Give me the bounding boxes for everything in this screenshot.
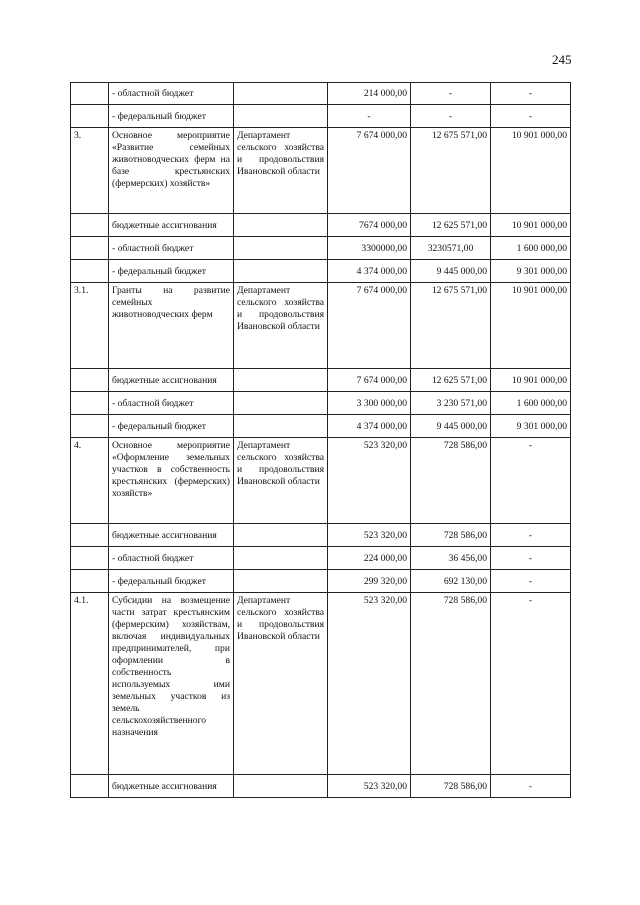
table-row — [71, 547, 571, 570]
cell-amount-3: - — [491, 83, 571, 105]
table-row — [71, 260, 571, 283]
cell-name: - областной бюджет — [109, 392, 234, 415]
cell-amount-1: 523 320,00 — [328, 438, 411, 524]
cell-number — [71, 83, 109, 105]
cell-amount-2: - — [411, 105, 491, 128]
cell-amount-2: - — [411, 83, 491, 105]
cell-executor — [234, 392, 328, 415]
cell-amount-3: - — [491, 524, 571, 547]
cell-amount-3: 10 901 000,00 — [491, 128, 571, 214]
table-row — [71, 83, 571, 105]
cell-executor — [234, 524, 328, 547]
cell-executor: Департамент сельского хозяйства и продовольствия Ивановской области — [234, 593, 328, 775]
cell-name: - федеральный бюджет — [109, 570, 234, 593]
cell-amount-2: 728 586,00 — [411, 593, 491, 775]
cell-number — [71, 570, 109, 593]
cell-number — [71, 392, 109, 415]
table-row — [71, 392, 571, 415]
table-row — [71, 438, 571, 524]
cell-name: - федеральный бюджет — [109, 260, 234, 283]
cell-executor — [234, 214, 328, 237]
cell-name: бюджетные ассигнования — [109, 214, 234, 237]
table-row — [71, 415, 571, 438]
cell-amount-2: 728 586,00 — [411, 524, 491, 547]
cell-executor — [234, 369, 328, 392]
cell-number: 3.1. — [71, 283, 109, 369]
cell-amount-2: 9 445 000,00 — [411, 260, 491, 283]
cell-amount-1: 523 320,00 — [328, 593, 411, 775]
cell-executor — [234, 570, 328, 593]
cell-name: - федеральный бюджет — [109, 415, 234, 438]
cell-amount-3: - — [491, 547, 571, 570]
table-row — [71, 524, 571, 547]
cell-amount-1: - — [328, 105, 411, 128]
cell-name: бюджетные ассигнования — [109, 775, 234, 798]
cell-executor — [234, 547, 328, 570]
cell-amount-2: 728 586,00 — [411, 775, 491, 798]
cell-number — [71, 369, 109, 392]
cell-amount-2: 692 130,00 — [411, 570, 491, 593]
cell-name: Основное мероприятие «Оформление земельных участков в собственность крестьянских (фермерских) хозяйств» — [109, 438, 234, 524]
cell-number — [71, 105, 109, 128]
cell-amount-1: 7674 000,00 — [328, 214, 411, 237]
cell-name: - областной бюджет — [109, 83, 234, 105]
table-row — [71, 105, 571, 128]
cell-name: Основное мероприятие «Развитие семейных животноводческих ферм на базе крестьянских (фермерских) хозяйств» — [109, 128, 234, 214]
cell-amount-3: - — [491, 775, 571, 798]
cell-amount-2: 12 625 571,00 — [411, 369, 491, 392]
budget-table — [70, 82, 571, 798]
cell-name: Субсидии на возмещение части затрат крестьянским (фермерским) хозяйствам, включая индивидуальных предпринимателей, при оформлении в собственность используемых ими земельных участков из земель сельскохозяйственного назначения — [109, 593, 234, 775]
cell-amount-3: 10 901 000,00 — [491, 214, 571, 237]
cell-executor — [234, 237, 328, 260]
cell-number — [71, 415, 109, 438]
cell-amount-2: 12 625 571,00 — [411, 214, 491, 237]
table-row — [71, 128, 571, 214]
cell-number — [71, 214, 109, 237]
table-row — [71, 369, 571, 392]
cell-amount-1: 4 374 000,00 — [328, 260, 411, 283]
cell-amount-2: 9 445 000,00 — [411, 415, 491, 438]
cell-amount-3: 10 901 000,00 — [491, 369, 571, 392]
cell-amount-1: 3300000,00 — [328, 237, 411, 260]
cell-amount-1: 7 674 000,00 — [328, 369, 411, 392]
cell-amount-1: 523 320,00 — [328, 775, 411, 798]
table-row — [71, 593, 571, 775]
cell-amount-1: 214 000,00 — [328, 83, 411, 105]
cell-amount-3: 1 600 000,00 — [491, 392, 571, 415]
cell-number — [71, 237, 109, 260]
cell-number — [71, 524, 109, 547]
cell-executor — [234, 260, 328, 283]
cell-amount-3: - — [491, 570, 571, 593]
table-row — [71, 237, 571, 260]
table-row — [71, 283, 571, 369]
cell-amount-1: 4 374 000,00 — [328, 415, 411, 438]
cell-amount-3: 9 301 000,00 — [491, 260, 571, 283]
cell-amount-2: 36 456,00 — [411, 547, 491, 570]
cell-name: бюджетные ассигнования — [109, 369, 234, 392]
cell-amount-3: - — [491, 438, 571, 524]
cell-amount-1: 299 320,00 — [328, 570, 411, 593]
cell-number: 4.1. — [71, 593, 109, 775]
table-row — [71, 775, 571, 798]
cell-amount-3: - — [491, 105, 571, 128]
cell-amount-1: 7 674 000,00 — [328, 128, 411, 214]
cell-number — [71, 775, 109, 798]
cell-amount-1: 523 320,00 — [328, 524, 411, 547]
cell-name: бюджетные ассигнования — [109, 524, 234, 547]
cell-name: - областной бюджет — [109, 237, 234, 260]
cell-number — [71, 547, 109, 570]
cell-amount-2: 3 230 571,00 — [411, 392, 491, 415]
cell-number: 3. — [71, 128, 109, 214]
cell-amount-2: 3230571,00 — [411, 237, 491, 260]
cell-executor — [234, 415, 328, 438]
cell-amount-1: 3 300 000,00 — [328, 392, 411, 415]
cell-executor: Департамент сельского хозяйства и продовольствия Ивановской области — [234, 438, 328, 524]
cell-amount-2: 12 675 571,00 — [411, 283, 491, 369]
cell-amount-2: 728 586,00 — [411, 438, 491, 524]
cell-name: - федеральный бюджет — [109, 105, 234, 128]
cell-amount-1: 7 674 000,00 — [328, 283, 411, 369]
cell-executor — [234, 83, 328, 105]
table-row — [71, 570, 571, 593]
cell-amount-3: 9 301 000,00 — [491, 415, 571, 438]
page-number: 245 — [552, 52, 572, 67]
cell-number — [71, 260, 109, 283]
cell-name: Гранты на развитие семейных животноводческих ферм — [109, 283, 234, 369]
cell-executor: Департамент сельского хозяйства и продовольствия Ивановской области — [234, 128, 328, 214]
cell-amount-3: 1 600 000,00 — [491, 237, 571, 260]
cell-amount-3: - — [491, 593, 571, 775]
cell-executor — [234, 775, 328, 798]
cell-executor: Департамент сельского хозяйства и продовольствия Ивановской области — [234, 283, 328, 369]
cell-number: 4. — [71, 438, 109, 524]
table-row — [71, 214, 571, 237]
cell-name: - областной бюджет — [109, 547, 234, 570]
cell-amount-1: 224 000,00 — [328, 547, 411, 570]
cell-amount-3: 10 901 000,00 — [491, 283, 571, 369]
cell-executor — [234, 105, 328, 128]
cell-amount-2: 12 675 571,00 — [411, 128, 491, 214]
